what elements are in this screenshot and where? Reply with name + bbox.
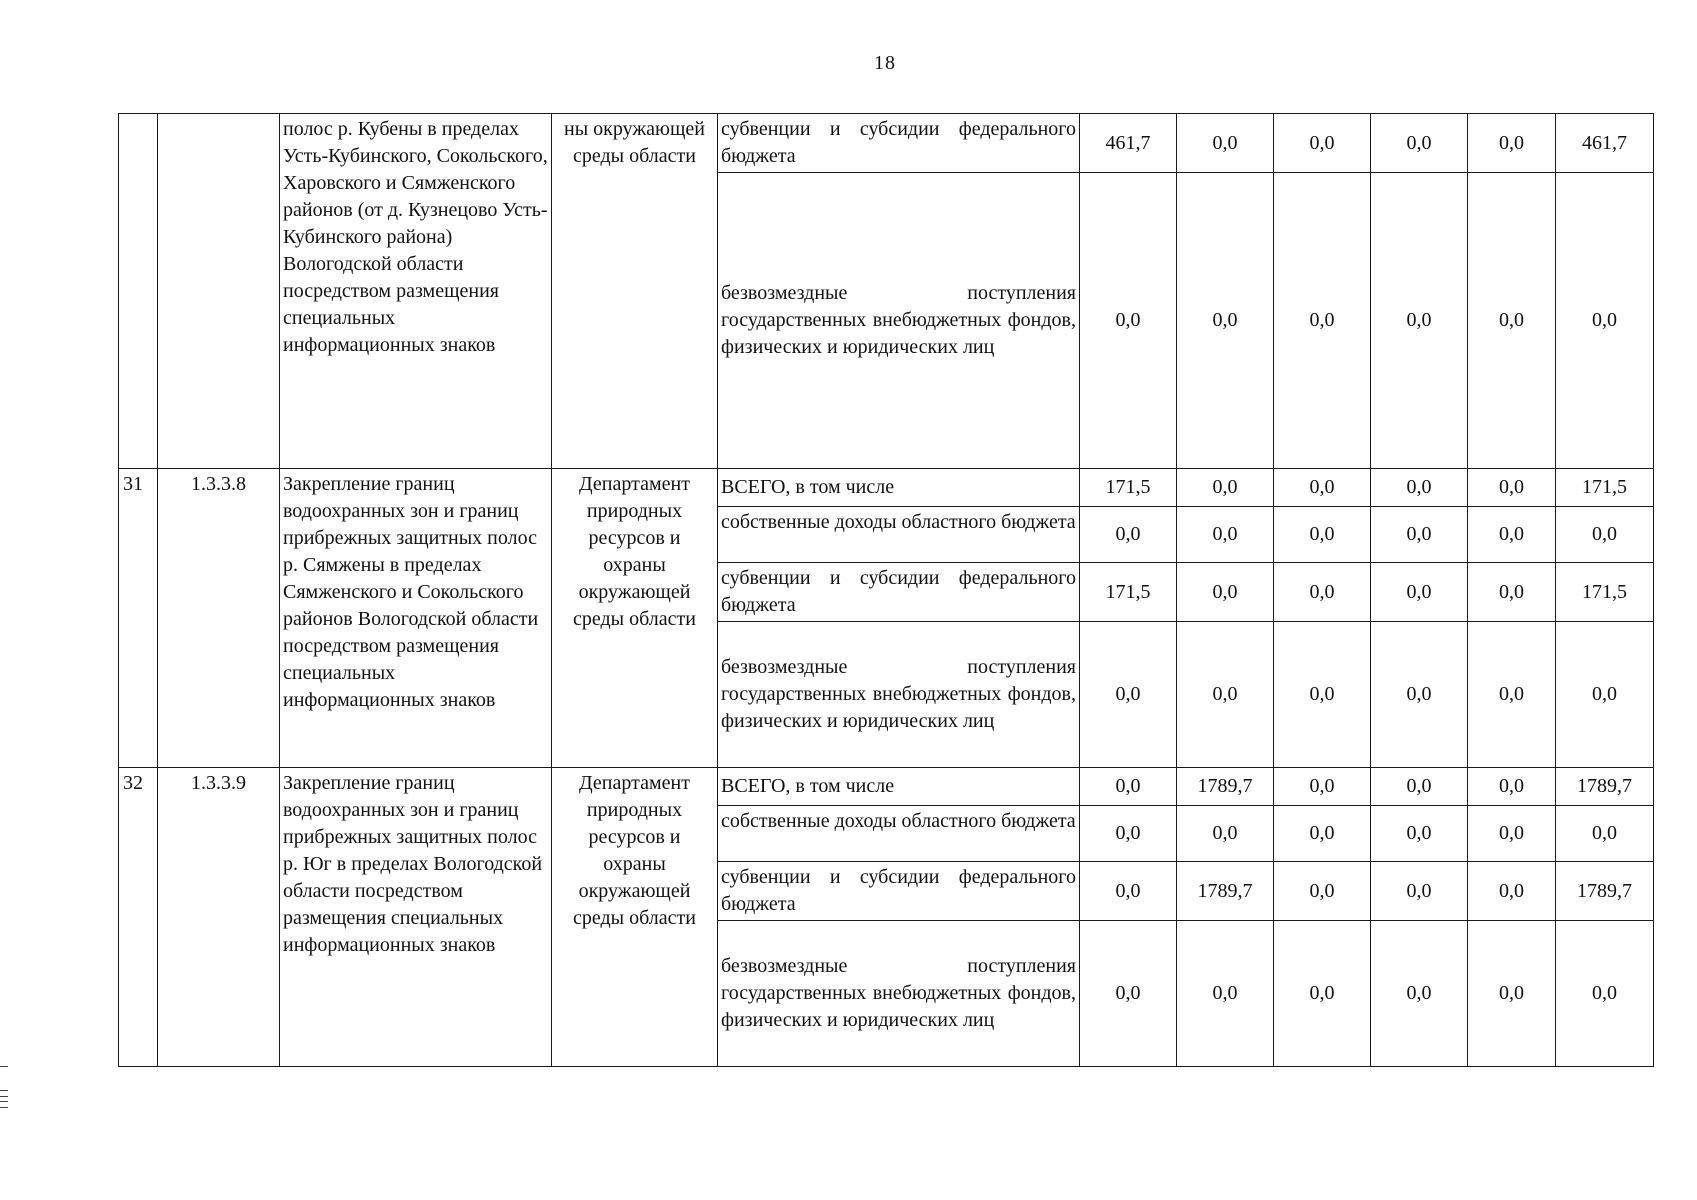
margin-mark [0, 1096, 8, 1097]
amount-cell: 0,0 [1371, 921, 1468, 1067]
amount-cell: 0,0 [1177, 469, 1274, 507]
amount-cell: 0,0 [1177, 563, 1274, 622]
funding-source: собственные доходы областного бюджета [718, 507, 1080, 563]
amount-cell: 0,0 [1556, 921, 1654, 1067]
margin-mark [0, 1066, 8, 1067]
amount-cell: 1789,7 [1177, 768, 1274, 806]
funding-source: ВСЕГО, в том числе [718, 469, 1080, 507]
amount-cell: 0,0 [1468, 921, 1556, 1067]
funding-source: безвозмездные поступления государственных внебюджетных фондов, физических и юридических лиц [718, 622, 1080, 768]
amount-cell: 0,0 [1274, 173, 1371, 469]
amount-cell: 0,0 [1177, 114, 1274, 173]
funding-source: ВСЕГО, в том числе [718, 768, 1080, 806]
amount-cell: 0,0 [1468, 507, 1556, 563]
funding-source: субвенции и субсидии федерального бюджета [718, 862, 1080, 921]
amount-cell: 0,0 [1274, 563, 1371, 622]
amount-cell: 0,0 [1274, 622, 1371, 768]
executor: Департамент природных ресурсов и охраны окружающей среды области [552, 768, 718, 1067]
amount-cell: 0,0 [1274, 921, 1371, 1067]
margin-mark [0, 1090, 8, 1091]
event-code: 1.3.3.8 [158, 469, 280, 768]
amount-cell: 1789,7 [1177, 862, 1274, 921]
amount-cell: 1789,7 [1556, 862, 1654, 921]
amount-cell: 0,0 [1371, 173, 1468, 469]
amount-cell: 0,0 [1371, 469, 1468, 507]
row-number: 32 [119, 768, 158, 1067]
amount-cell: 171,5 [1556, 469, 1654, 507]
amount-cell: 0,0 [1177, 622, 1274, 768]
amount-cell: 1789,7 [1556, 768, 1654, 806]
amount-cell: 0,0 [1468, 114, 1556, 173]
amount-cell: 0,0 [1468, 806, 1556, 862]
amount-cell: 0,0 [1371, 768, 1468, 806]
executor: Департамент природных ресурсов и охраны окружающей среды области [552, 469, 718, 768]
amount-cell: 0,0 [1080, 622, 1177, 768]
amount-cell: 0,0 [1468, 862, 1556, 921]
funding-source: собственные доходы областного бюджета [718, 806, 1080, 862]
amount-cell: 0,0 [1274, 806, 1371, 862]
row-number: 31 [119, 469, 158, 768]
amount-cell: 0,0 [1274, 114, 1371, 173]
amount-cell: 0,0 [1274, 768, 1371, 806]
margin-mark [0, 1107, 8, 1108]
funding-source: безвозмездные поступления государственных внебюджетных фондов, физических и юридических лиц [718, 173, 1080, 469]
amount-cell: 0,0 [1371, 862, 1468, 921]
amount-cell: 0,0 [1080, 768, 1177, 806]
amount-cell: 0,0 [1274, 862, 1371, 921]
amount-cell: 0,0 [1556, 806, 1654, 862]
amount-cell: 0,0 [1371, 507, 1468, 563]
funding-source: субвенции и субсидии федерального бюджета [718, 563, 1080, 622]
event-name: Закрепление границ водоохранных зон и границ прибрежных защитных полос р. Юг в пределах Вологодской области посредством размещения специальных информационных знаков [280, 768, 552, 1067]
amount-cell: 0,0 [1556, 173, 1654, 469]
amount-cell: 0,0 [1371, 114, 1468, 173]
event-name: Закрепление границ водоохранных зон и границ прибрежных защитных полос р. Сямжены в пределах Сямженского и Сокольского районов Вологодской области посредством размещения специальных информационных знаков [280, 469, 552, 768]
amount-cell: 0,0 [1080, 921, 1177, 1067]
amount-cell: 0,0 [1371, 622, 1468, 768]
amount-cell: 0,0 [1556, 622, 1654, 768]
page-number: 18 [874, 52, 896, 74]
amount-cell: 0,0 [1556, 507, 1654, 563]
amount-cell: 0,0 [1274, 507, 1371, 563]
executor: ны окружающей среды области [552, 114, 718, 469]
budget-table [118, 113, 1654, 1067]
amount-cell: 0,0 [1371, 563, 1468, 622]
amount-cell: 0,0 [1468, 173, 1556, 469]
amount-cell: 461,7 [1556, 114, 1654, 173]
amount-cell: 171,5 [1556, 563, 1654, 622]
amount-cell: 0,0 [1080, 862, 1177, 921]
amount-cell: 461,7 [1080, 114, 1177, 173]
event-name: полос р. Кубены в пределах Усть-Кубинского, Сокольского, Харовского и Сямженского районов (от д. Кузнецово Усть-Кубинского района) Вологодской области посредством размещения специальных информационных знаков [280, 114, 552, 469]
amount-cell: 0,0 [1080, 806, 1177, 862]
amount-cell: 171,5 [1080, 469, 1177, 507]
event-code: 1.3.3.9 [158, 768, 280, 1067]
funding-source: безвозмездные поступления государственных внебюджетных фондов, физических и юридических лиц [718, 921, 1080, 1067]
amount-cell: 0,0 [1468, 622, 1556, 768]
amount-cell: 0,0 [1468, 563, 1556, 622]
amount-cell: 0,0 [1177, 173, 1274, 469]
amount-cell: 0,0 [1177, 507, 1274, 563]
amount-cell: 0,0 [1468, 768, 1556, 806]
table-row [119, 469, 1654, 507]
event-code [158, 114, 280, 469]
amount-cell: 171,5 [1080, 563, 1177, 622]
amount-cell: 0,0 [1080, 507, 1177, 563]
amount-cell: 0,0 [1177, 921, 1274, 1067]
amount-cell: 0,0 [1080, 173, 1177, 469]
table-row [119, 768, 1654, 806]
funding-source: субвенции и субсидии федерального бюджета [718, 114, 1080, 173]
row-number [119, 114, 158, 469]
amount-cell: 0,0 [1371, 806, 1468, 862]
amount-cell: 0,0 [1274, 469, 1371, 507]
table-row [119, 114, 1654, 173]
margin-mark [0, 1101, 8, 1102]
amount-cell: 0,0 [1468, 469, 1556, 507]
amount-cell: 0,0 [1177, 806, 1274, 862]
